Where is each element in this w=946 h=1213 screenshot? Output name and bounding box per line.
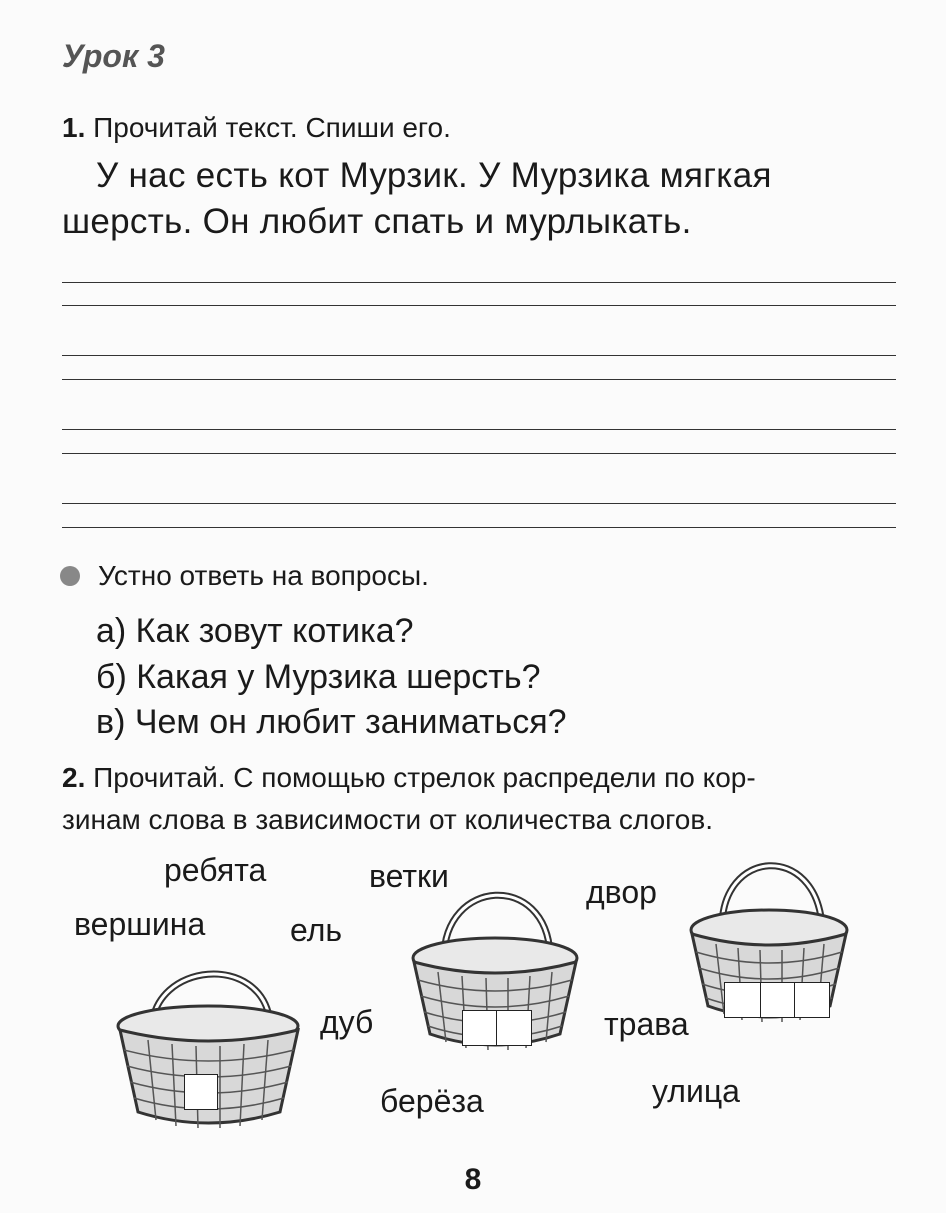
syllable-box[interactable] bbox=[794, 982, 830, 1018]
syllable-box[interactable] bbox=[462, 1010, 498, 1046]
word-item[interactable]: берёза bbox=[380, 1083, 484, 1119]
page-number: 8 bbox=[464, 1163, 482, 1196]
word-item[interactable]: вершина bbox=[74, 906, 206, 942]
writing-line bbox=[62, 429, 896, 430]
word-item[interactable]: ель bbox=[290, 912, 343, 948]
writing-line bbox=[62, 355, 896, 356]
syllable-box[interactable] bbox=[184, 1074, 218, 1110]
task1-heading bbox=[62, 112, 451, 144]
word-item[interactable]: трава bbox=[604, 1006, 689, 1042]
task2-heading-line-1 bbox=[62, 762, 756, 794]
question-c: в) Чем он любит заниматься? bbox=[96, 703, 567, 741]
word-item[interactable]: дуб bbox=[320, 1004, 374, 1040]
word-item[interactable]: ребята bbox=[164, 852, 267, 888]
word-item[interactable]: двор bbox=[586, 874, 657, 910]
lesson-title: Урок 3 bbox=[62, 38, 165, 74]
task1-instruction: Прочитай текст. Спиши его. bbox=[93, 112, 451, 143]
bullet-icon bbox=[60, 566, 80, 586]
writing-line bbox=[62, 282, 896, 283]
writing-line bbox=[62, 503, 896, 504]
writing-line bbox=[62, 305, 896, 306]
task2-instruction-2: зинам слова в зависимости от количества слогов. bbox=[62, 804, 713, 835]
word-item[interactable]: ветки bbox=[369, 858, 449, 894]
task2-number: 2. bbox=[62, 762, 86, 793]
syllable-box[interactable] bbox=[724, 982, 762, 1018]
writing-line bbox=[62, 453, 896, 454]
syllable-box[interactable] bbox=[760, 982, 796, 1018]
writing-line bbox=[62, 379, 896, 380]
oral-instruction: Устно ответь на вопросы. bbox=[98, 560, 429, 591]
task1-text-line-1: У нас есть кот Мурзик. У Мурзика мягкая bbox=[96, 156, 772, 195]
syllable-box[interactable] bbox=[496, 1010, 532, 1046]
question-a: а) Как зовут котика? bbox=[96, 612, 414, 650]
task1-number: 1. bbox=[62, 112, 86, 143]
task1-text-line-2: шерсть. Он любит спать и мурлыкать. bbox=[62, 202, 692, 241]
writing-line bbox=[62, 527, 896, 528]
task2-instruction-1: Прочитай. С помощью стрелок распредели по кор- bbox=[93, 762, 756, 793]
question-b: б) Какая у Мурзика шерсть? bbox=[96, 658, 541, 696]
word-item[interactable]: улица bbox=[652, 1073, 740, 1109]
